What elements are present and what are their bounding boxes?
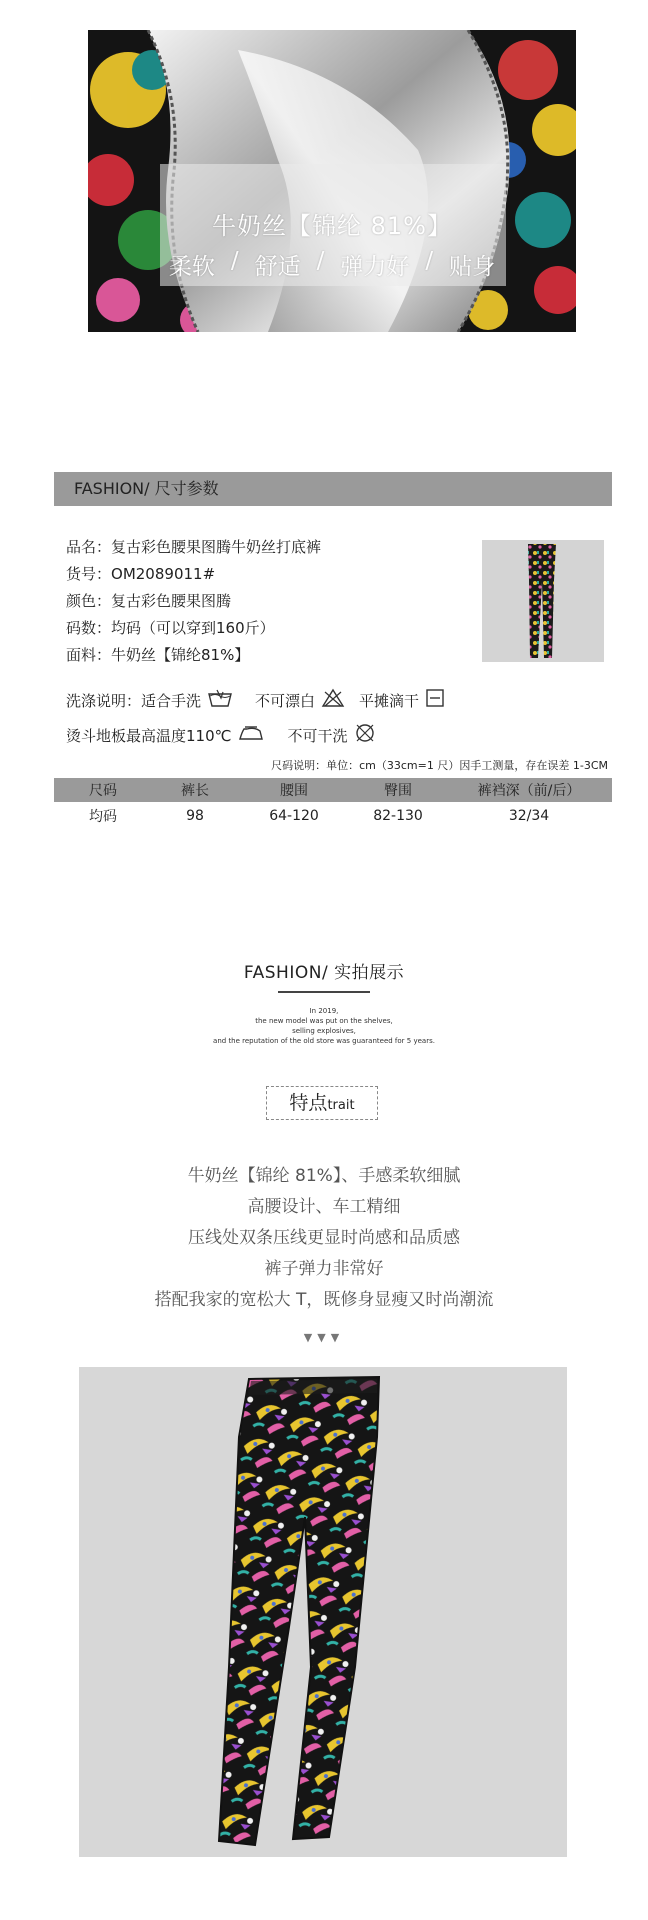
table-cell: 82-130 (373, 808, 423, 824)
hand-wash-text: 适合手洗 (141, 691, 202, 710)
table-row (54, 802, 612, 830)
info-label: 颜色： (66, 592, 112, 610)
separator: / (230, 248, 239, 274)
size-note: 尺码说明：单位：cm（33cm=1 尺）因手工测量，存在误差 1-3CM (271, 759, 608, 772)
trait-cn: 特点 (289, 1092, 328, 1114)
leggings-thumbnail-image (482, 540, 604, 662)
table-header: 腰围 (238, 778, 350, 802)
info-value: 复古彩色腰果图腾 (111, 592, 232, 610)
trait-en: trait (327, 1098, 355, 1113)
table-cell: 均码 (89, 809, 117, 825)
trait-label-box (266, 1086, 378, 1120)
table-header: 裤长 (152, 778, 238, 802)
blurb-line: selling explosives, (292, 1027, 356, 1035)
hero-title: 牛奶丝【锦纶 81%】 (212, 212, 452, 240)
iron-text: 烫斗地板最高温度110℃ (66, 726, 232, 745)
table-cell: 98 (186, 808, 204, 824)
feature-line: 高腰设计、车工精细 (247, 1197, 401, 1217)
product-thumbnail (482, 540, 604, 662)
info-value: 复古彩色腰果图腾牛奶丝打底裤 (111, 538, 322, 556)
table-cell: 32/34 (508, 808, 550, 824)
iron-icon (237, 723, 265, 747)
table-header: 尺码 (54, 778, 152, 802)
care-label: 洗涤说明： (66, 691, 142, 710)
size-table (54, 778, 612, 830)
hero-feature: 舒适 (254, 254, 301, 280)
info-label: 码数： (66, 619, 112, 637)
hand-wash-icon (207, 688, 233, 712)
info-value: OM2089011# (111, 565, 216, 583)
blurb-line: In 2019, (309, 1007, 339, 1015)
separator: / (425, 248, 434, 274)
hero-features (88, 248, 576, 281)
product-info (66, 534, 466, 669)
hero-feature: 柔软 (168, 254, 215, 280)
feature-line: 搭配我家的宽松大 T，既修身显瘦又时尚潮流 (154, 1290, 494, 1310)
no-bleach-text: 不可漂白 (255, 691, 316, 710)
feature-line: 裤子弹力非常好 (264, 1259, 384, 1279)
title-underline (278, 991, 370, 993)
feature-line: 压线处双条压线更显时尚感和品质感 (188, 1228, 460, 1248)
no-dry-clean-icon (354, 722, 376, 748)
leggings-image (79, 1367, 567, 1857)
down-arrows-icon: ▼▼▼ (303, 1331, 345, 1344)
separator: / (316, 248, 325, 274)
care-line-wash (66, 688, 453, 712)
feature-line: 牛奶丝【锦纶 81%】、手感柔软细腻 (187, 1166, 461, 1186)
table-cell: 64-120 (269, 808, 319, 824)
flat-dry-icon (425, 688, 445, 712)
info-label: 品名： (66, 538, 112, 556)
hero-banner (88, 30, 576, 332)
hero-feature: 弹力好 (340, 254, 410, 280)
info-row-name (66, 534, 466, 561)
no-bleach-icon (321, 688, 345, 712)
flat-dry-text: 平摊滴干 (359, 691, 420, 710)
table-header: 臀围 (350, 778, 446, 802)
no-dry-clean-text: 不可干洗 (287, 726, 348, 745)
info-value: 均码（可以穿到160斤） (111, 619, 275, 637)
info-row-sku (66, 561, 466, 588)
info-label: 货号： (66, 565, 112, 583)
info-value: 牛奶丝【锦纶81%】 (111, 646, 250, 664)
table-header-row (54, 778, 612, 802)
show-section-title: FASHION/ 实拍展示 (243, 963, 405, 983)
info-row-fabric (66, 642, 466, 669)
table-header: 裤裆深（前/后） (446, 778, 612, 802)
hero-feature: 贴身 (449, 254, 496, 280)
feature-list (0, 1161, 648, 1316)
info-label: 面料： (66, 646, 112, 664)
info-row-size (66, 615, 466, 642)
info-row-color (66, 588, 466, 615)
size-section-header: FASHION/ 尺寸参数 (54, 472, 612, 506)
blurb-line: and the reputation of the old store was guaranteed for 5 years. (213, 1037, 435, 1045)
blurb-line: the new model was put on the shelves, (255, 1017, 393, 1025)
product-photo (79, 1367, 567, 1857)
english-blurb (0, 1006, 648, 1046)
care-line-iron (66, 722, 384, 748)
